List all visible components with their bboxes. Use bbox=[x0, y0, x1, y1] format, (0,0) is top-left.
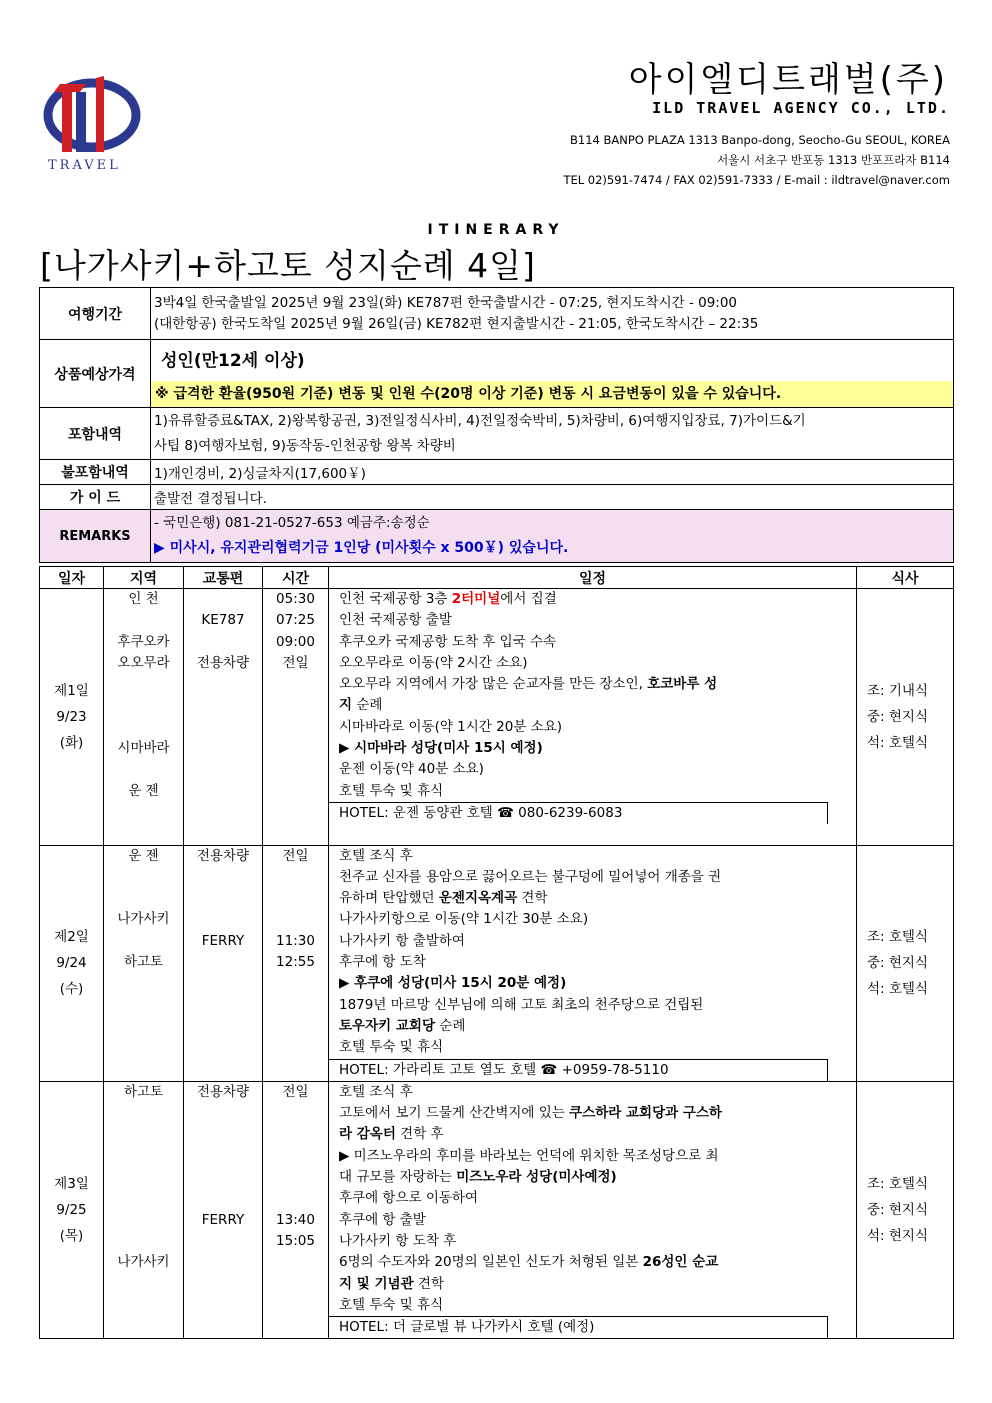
time-line bbox=[263, 802, 328, 823]
schedule-line bbox=[329, 695, 856, 716]
transport-line bbox=[184, 1188, 262, 1209]
schedule-line bbox=[329, 1295, 856, 1316]
transport-line bbox=[184, 802, 262, 823]
time-line bbox=[263, 909, 328, 930]
schedule-text: 호코바루 성 bbox=[647, 676, 718, 693]
region-line bbox=[104, 759, 183, 780]
schedule-text: 나가사키 항 출발하여 bbox=[339, 932, 465, 949]
schedule-text: 1879년 마르망 신부님에 의해 고토 최초의 천주당으로 건립된 bbox=[339, 996, 704, 1013]
region-line bbox=[104, 802, 183, 823]
region-line bbox=[104, 695, 183, 716]
time-line bbox=[263, 695, 328, 716]
time-cell bbox=[263, 589, 329, 846]
schedule-line bbox=[329, 1082, 856, 1103]
time-line bbox=[263, 674, 328, 695]
schedule-text: 쿠스하라 교회당과 구스하 bbox=[569, 1105, 722, 1122]
svg-text:TRAVEL: TRAVEL bbox=[48, 158, 121, 173]
schedule-text: 호텔 투숙 및 휴식 bbox=[339, 1296, 444, 1313]
schedule-text: 지 및 기념관 bbox=[339, 1275, 414, 1292]
schedule-line bbox=[329, 909, 856, 930]
schedule-text: 2터미널 bbox=[451, 591, 501, 607]
ild-travel-logo bbox=[40, 70, 142, 174]
schedule-text: 오오무라 지역에서 가장 많은 순교자를 만든 장소인, bbox=[339, 676, 648, 693]
region-line: 인 천 bbox=[128, 591, 159, 607]
time-line bbox=[263, 1316, 328, 1337]
schedule-text: 운젠 이동(약 40분 소요) bbox=[339, 761, 484, 778]
schedule-line bbox=[329, 653, 856, 674]
time-line bbox=[263, 1016, 328, 1037]
day-dow: (목) bbox=[59, 1228, 84, 1245]
schedule-text: 미즈노우라 성당(미사예정) bbox=[456, 1169, 617, 1186]
schedule-text: 후쿠에 항 출발 bbox=[339, 1211, 426, 1228]
transport-line bbox=[184, 1124, 262, 1145]
time-line bbox=[263, 717, 328, 738]
header-time: 시간 bbox=[263, 567, 329, 589]
address-ko: 서울시 서초구 반포동 1313 반포프라자 B114 bbox=[717, 153, 950, 167]
schedule-text: 인천 국제공항 3층 bbox=[339, 591, 452, 607]
transport-line bbox=[184, 717, 262, 738]
schedule-text: 호텔 조식 후 bbox=[339, 847, 413, 864]
schedule-text: 견학 bbox=[413, 1275, 444, 1292]
region-line bbox=[104, 995, 183, 1016]
schedule-text: 후쿠오카 국제공항 도착 후 입국 수속 bbox=[339, 633, 557, 650]
schedule-line bbox=[329, 931, 856, 952]
transport-cell bbox=[184, 1081, 263, 1339]
time-line bbox=[263, 1124, 328, 1145]
schedule-text: 에서 집결 bbox=[500, 591, 557, 607]
time-line: 09:00 bbox=[276, 633, 315, 650]
schedule-line bbox=[329, 717, 856, 738]
transport-line bbox=[184, 1274, 262, 1295]
time-line bbox=[263, 1103, 328, 1124]
price-value bbox=[151, 340, 954, 408]
time-line: 전일 bbox=[282, 654, 309, 671]
transport-line bbox=[184, 823, 262, 844]
schedule-text: 호텔 조식 후 bbox=[339, 1083, 413, 1100]
region-line bbox=[104, 674, 183, 695]
schedule-text: ▶ 시마바라 성당(미사 15시 예정) bbox=[339, 740, 543, 757]
transport-line bbox=[184, 909, 262, 930]
transport-line bbox=[184, 632, 262, 653]
region-line bbox=[104, 931, 183, 952]
region-line: 오오무라 bbox=[117, 654, 170, 671]
region-cell bbox=[104, 1081, 184, 1339]
schedule-line bbox=[329, 867, 856, 888]
region-line bbox=[104, 823, 183, 844]
time-line bbox=[263, 995, 328, 1016]
transport-line: KE787 bbox=[201, 612, 245, 629]
time-line bbox=[263, 1037, 328, 1058]
region-line bbox=[104, 1059, 183, 1080]
itinerary-label: ITINERARY bbox=[427, 222, 565, 238]
info-table bbox=[39, 287, 954, 563]
time-line bbox=[263, 781, 328, 802]
schedule-line bbox=[329, 759, 856, 780]
schedule-line bbox=[329, 1167, 856, 1188]
day-day: 제3일 bbox=[54, 1176, 89, 1193]
schedule-line bbox=[329, 1103, 856, 1124]
day-cell bbox=[40, 589, 104, 846]
schedule-text: 라 감옥터 bbox=[339, 1126, 396, 1143]
schedule-text: 나가사키항으로 이동(약 1시간 30분 소요) bbox=[339, 911, 589, 928]
transport-line: FERRY bbox=[201, 932, 245, 949]
schedule-text: 오오무라로 이동(약 2시간 소요) bbox=[339, 654, 528, 671]
schedule-line bbox=[329, 888, 856, 909]
transport-line bbox=[184, 995, 262, 1016]
schedule-line bbox=[329, 1274, 856, 1295]
transport-line: FERRY bbox=[201, 1211, 245, 1228]
region-line: 하고토 bbox=[123, 954, 164, 971]
meal-item: 중: 현지식 bbox=[867, 1202, 929, 1219]
schedule-text: 천주교 신자를 용암으로 끓어오르는 불구덩에 밀어넣어 개종을 권 bbox=[339, 868, 722, 885]
schedule-cell bbox=[329, 589, 857, 846]
transport-line: 전용차량 bbox=[196, 1083, 250, 1100]
transport-line bbox=[184, 589, 262, 610]
meal-item: 조: 기내식 bbox=[867, 682, 929, 699]
transport-line bbox=[184, 674, 262, 695]
schedule-text: 후쿠에 항으로 이동하여 bbox=[339, 1190, 478, 1207]
time-line: 07:25 bbox=[276, 612, 315, 629]
schedule-table bbox=[39, 566, 954, 1339]
meal-item: 석: 현지식 bbox=[867, 1228, 929, 1245]
exclude-row bbox=[40, 460, 954, 485]
meal-item: 중: 현지식 bbox=[867, 955, 929, 972]
transport-line bbox=[184, 695, 262, 716]
header-region: 지역 bbox=[104, 567, 184, 589]
schedule-text: 지 bbox=[339, 697, 353, 714]
schedule-line bbox=[329, 1252, 856, 1273]
schedule-line bbox=[329, 1037, 856, 1058]
schedule-text: 시마바라로 이동(약 1시간 20분 소요) bbox=[339, 718, 562, 735]
page-title: [나가사키+하고토 성지순례 4일] bbox=[40, 246, 536, 285]
time-line: 05:30 bbox=[276, 591, 315, 607]
schedule-cell bbox=[329, 1081, 857, 1339]
region-line bbox=[104, 717, 183, 738]
schedule-text: 유하며 탄압했던 bbox=[339, 890, 439, 907]
schedule-line bbox=[329, 1124, 856, 1145]
transport-line bbox=[184, 738, 262, 759]
day-dow: (화) bbox=[59, 734, 84, 751]
schedule-text: 고토에서 보기 드물게 산간벽지에 있는 bbox=[339, 1105, 570, 1122]
contact-info: TEL 02)591-7474 / FAX 02)591-7333 / E-mail : ildtravel@naver.com bbox=[563, 173, 950, 187]
schedule-text: 26성인 순교 bbox=[642, 1254, 719, 1271]
transport-line bbox=[184, 973, 262, 994]
day-cell bbox=[40, 845, 104, 1081]
schedule-line bbox=[329, 1210, 856, 1231]
time-line: 12:55 bbox=[276, 954, 315, 971]
region-line bbox=[104, 1124, 183, 1145]
transport-line bbox=[184, 1059, 262, 1080]
header-schedule: 일정 bbox=[329, 567, 857, 589]
schedule-line bbox=[329, 1188, 856, 1209]
meal-item: 석: 호텔식 bbox=[867, 734, 929, 751]
schedule-text: 대 규모를 자랑하는 bbox=[339, 1169, 457, 1186]
transport-line bbox=[184, 1016, 262, 1037]
schedule-text: 후쿠에 항 도착 bbox=[339, 954, 426, 971]
exclude-label: 불포함내역 bbox=[40, 460, 151, 485]
time-line bbox=[263, 759, 328, 780]
transport-cell bbox=[184, 845, 263, 1081]
time-line: 11:30 bbox=[276, 932, 315, 949]
schedule-line bbox=[329, 610, 856, 631]
header-meals: 식사 bbox=[857, 567, 954, 589]
meals-cell bbox=[857, 589, 954, 846]
region-line bbox=[104, 1188, 183, 1209]
schedule-text: 견학 bbox=[517, 890, 548, 907]
time-line: 전일 bbox=[282, 1083, 309, 1100]
schedule-line bbox=[329, 781, 856, 802]
schedule-line bbox=[329, 674, 856, 695]
time-cell bbox=[263, 845, 329, 1081]
exclude-value: 1)개인경비, 2)싱글차지(17,600￥) bbox=[151, 460, 954, 485]
meal-item: 중: 현지식 bbox=[867, 708, 929, 725]
schedule-text: ▶ 후쿠에 성당(미사 15시 20분 예정) bbox=[339, 975, 567, 992]
schedule-text: 나가사키 항 도착 후 bbox=[339, 1232, 457, 1249]
region-line bbox=[104, 1316, 183, 1337]
schedule-line bbox=[329, 846, 856, 867]
region-line bbox=[104, 867, 183, 888]
schedule-text: 토우자키 교회당 bbox=[339, 1017, 435, 1034]
transport-line: 전용차량 bbox=[196, 847, 250, 864]
transport-line bbox=[184, 1252, 262, 1273]
schedule-line bbox=[329, 738, 856, 759]
time-line bbox=[263, 1188, 328, 1209]
region-line: 운 젠 bbox=[128, 847, 159, 864]
meal-item: 석: 호텔식 bbox=[867, 981, 929, 998]
transport-line bbox=[184, 1231, 262, 1252]
schedule-line bbox=[329, 1231, 856, 1252]
period-row bbox=[40, 288, 954, 340]
schedule-text: 순례 bbox=[435, 1017, 466, 1034]
time-line bbox=[263, 823, 328, 844]
schedule-line bbox=[329, 1016, 856, 1037]
period-label: 여행기간 bbox=[40, 288, 151, 340]
price-adult: 성인(만12세 이상) bbox=[161, 350, 305, 371]
schedule-line bbox=[329, 995, 856, 1016]
remarks-row bbox=[40, 510, 954, 563]
time-line bbox=[263, 867, 328, 888]
schedule-cell bbox=[329, 845, 857, 1081]
region-line: 시마바라 bbox=[117, 740, 170, 757]
guide-value: 출발전 결정됩니다. bbox=[151, 485, 954, 510]
include-label: 포함내역 bbox=[40, 408, 151, 460]
transport-line bbox=[184, 1316, 262, 1337]
region-line bbox=[104, 1210, 183, 1231]
time-line: 13:40 bbox=[276, 1211, 315, 1228]
schedule-text: 운젠지옥계곡 bbox=[438, 890, 518, 907]
region-line: 나가사키 bbox=[117, 1254, 170, 1271]
day-cell bbox=[40, 1081, 104, 1339]
region-line bbox=[104, 1146, 183, 1167]
company-name-ko: 아이엘디트래벌(주) bbox=[628, 60, 948, 100]
transport-line bbox=[184, 781, 262, 802]
time-line bbox=[263, 1146, 328, 1167]
region-line: 운 젠 bbox=[128, 782, 159, 799]
time-line bbox=[263, 738, 328, 759]
schedule-text: 순례 bbox=[352, 697, 383, 714]
region-line bbox=[104, 1016, 183, 1037]
transport-line bbox=[184, 1103, 262, 1124]
schedule-line bbox=[329, 589, 856, 610]
day-date: 9/25 bbox=[56, 1202, 87, 1219]
price-row bbox=[40, 340, 954, 408]
region-line: 후쿠오카 bbox=[117, 633, 170, 650]
remarks-label: REMARKS bbox=[40, 510, 151, 563]
hotel-line: HOTEL: 운젠 동양관 호텔 ☎ 080-6239-6083 bbox=[329, 802, 828, 824]
region-line bbox=[104, 1274, 183, 1295]
guide-row bbox=[40, 485, 954, 510]
region-line: 하고토 bbox=[123, 1083, 164, 1100]
transport-line bbox=[184, 952, 262, 973]
header-transport: 교통편 bbox=[184, 567, 263, 589]
time-line bbox=[263, 973, 328, 994]
transport-line bbox=[184, 1167, 262, 1188]
day-day: 제2일 bbox=[54, 929, 89, 946]
time-line bbox=[263, 1167, 328, 1188]
include-row bbox=[40, 408, 954, 460]
schedule-line bbox=[329, 632, 856, 653]
transport-line bbox=[184, 1037, 262, 1058]
time-line bbox=[263, 1252, 328, 1273]
schedule-header-row bbox=[40, 567, 954, 589]
region-line bbox=[104, 1037, 183, 1058]
hotel-line: HOTEL: 더 글로벌 뷰 나가카시 호텔 (예정) bbox=[329, 1316, 828, 1338]
time-line: 전일 bbox=[282, 847, 309, 864]
schedule-text: 6명의 수도자와 20명의 일본인 신도가 처형된 일본 bbox=[339, 1254, 643, 1271]
time-cell bbox=[263, 1081, 329, 1339]
schedule-text: ▶ 미즈노우라의 후미를 바라보는 언덕에 위치한 목조성당으로 최 bbox=[339, 1147, 719, 1164]
transport-line bbox=[184, 759, 262, 780]
meal-item: 조: 호텔식 bbox=[867, 929, 929, 946]
day-row bbox=[40, 1081, 954, 1339]
transport-line: 전용차량 bbox=[196, 654, 250, 671]
time-line bbox=[263, 1059, 328, 1080]
time-line: 15:05 bbox=[276, 1232, 315, 1249]
hotel-line: HOTEL: 가라리토 고토 열도 호텔 ☎ +0959-78-5110 bbox=[329, 1059, 828, 1081]
time-line bbox=[263, 1274, 328, 1295]
day-date: 9/23 bbox=[56, 708, 87, 725]
day-day: 제1일 bbox=[54, 682, 89, 699]
region-line bbox=[104, 973, 183, 994]
region-cell bbox=[104, 589, 184, 846]
schedule-text: 호텔 투숙 및 휴식 bbox=[339, 782, 444, 799]
price-label: 상품예상가격 bbox=[40, 340, 151, 408]
price-notice: ※ 급격한 환율(950원 기준) 변동 및 인원 수(20명 이상 기준) 변동 시 요금변동이 있을 수 있습니다. bbox=[151, 381, 953, 407]
remarks-value: - 국민은행) 081-21-0527-653 예금주:송정순 ▶ 미사시, 유지관리협력기금 1인당 (미사횟수 x 500￥) 있습니다. bbox=[151, 510, 954, 563]
include-value: 1)유류할증료&TAX, 2)왕복항공권, 3)전일정식사비, 4)전일정숙박비, 5)차량비, 6)여행지입장료, 7)가이드&기 사팁 8)여행자보험, 9)동작동-인천공항 왕복 차량비 bbox=[151, 408, 954, 460]
time-line bbox=[263, 888, 328, 909]
transport-cell bbox=[184, 589, 263, 846]
day-date: 9/24 bbox=[56, 955, 87, 972]
region-line: 나가사키 bbox=[117, 911, 170, 928]
region-line bbox=[104, 1231, 183, 1252]
time-line bbox=[263, 1295, 328, 1316]
company-name-en: ILD TRAVEL AGENCY CO., LTD. bbox=[652, 99, 950, 117]
region-line bbox=[104, 610, 183, 631]
meals-cell bbox=[857, 845, 954, 1081]
schedule-line bbox=[329, 973, 856, 994]
day-dow: (수) bbox=[59, 981, 84, 998]
transport-line bbox=[184, 867, 262, 888]
address-en: B114 BANPO PLAZA 1313 Banpo-dong, Seocho-Gu SEOUL, KOREA bbox=[570, 133, 950, 147]
meals-cell bbox=[857, 1081, 954, 1339]
transport-line bbox=[184, 1295, 262, 1316]
region-line bbox=[104, 1103, 183, 1124]
schedule-line bbox=[329, 952, 856, 973]
period-value: 3박4일 한국출발일 2025년 9월 23일(화) KE787편 한국출발시간 - 07:25, 현지도착시간 - 09:00 (대한항공) 한국도착일 2025년 9월 26일(금) KE782편 현지출발시간 - 21:05, 한국도착시간 – 22:35 bbox=[151, 288, 954, 340]
region-line bbox=[104, 1167, 183, 1188]
transport-line bbox=[184, 888, 262, 909]
schedule-text: 호텔 투숙 및 휴식 bbox=[339, 1039, 444, 1056]
schedule-text: 인천 국제공항 출발 bbox=[339, 612, 452, 629]
region-cell bbox=[104, 845, 184, 1081]
transport-line bbox=[184, 1146, 262, 1167]
schedule-line bbox=[329, 1146, 856, 1167]
meal-item: 조: 호텔식 bbox=[867, 1176, 929, 1193]
schedule-text: 견학 후 bbox=[395, 1126, 444, 1143]
day-row bbox=[40, 845, 954, 1081]
region-line bbox=[104, 1295, 183, 1316]
day-row bbox=[40, 589, 954, 846]
guide-label: 가 이 드 bbox=[40, 485, 151, 510]
header-date: 일자 bbox=[40, 567, 104, 589]
region-line bbox=[104, 888, 183, 909]
